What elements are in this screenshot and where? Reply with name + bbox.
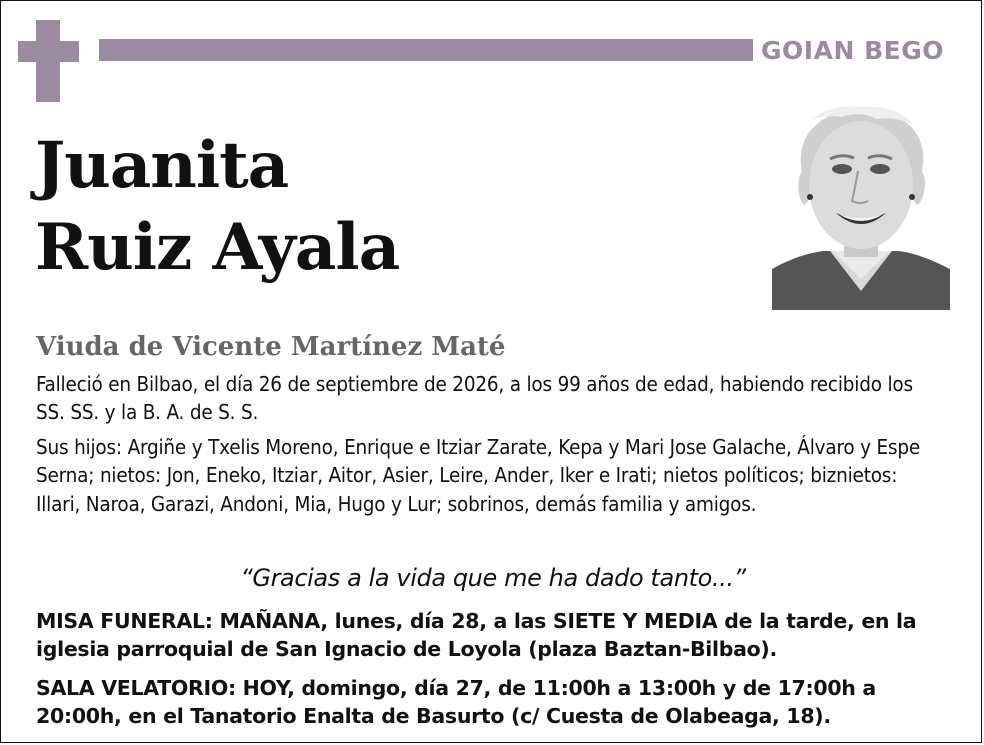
memorial-quote: “Gracias a la vida que me ha dado tanto...” <box>240 564 746 592</box>
death-notice-text: Falleció en Bilbao, el día 26 de septiembre de 2026, a los 99 años de edad, habiendo recibido los SS. SS. y la B. A. de S. S. <box>36 372 913 425</box>
viewing-room-info: SALA VELATORIO: HOY, domingo, día 27, de 11:00h a 13:00h y de 17:00h a 20:00h, en el Tanatorio Enalta de Basurto (c/ Cuesta de Olabeaga, 18). <box>36 676 876 729</box>
deceased-name <box>35 125 399 289</box>
portrait-photo <box>772 101 950 310</box>
name-line-1: Juanita <box>35 128 289 203</box>
header-rule <box>99 39 753 61</box>
header-label: GOIAN BEGO <box>761 36 944 65</box>
funeral-mass-info: MISA FUNERAL: MAÑANA, lunes, día 28, a las SIETE Y MEDIA de la tarde, en la iglesia parroquial de San Ignacio de Loyola (plaza Baztan-Bilbao). <box>36 609 917 662</box>
widow-subtitle: Viuda de Vicente Martínez Maté <box>36 332 506 362</box>
name-line-2: Ruiz Ayala <box>35 210 400 285</box>
family-list-text: Sus hijos: Argiñe y Txelis Moreno, Enrique e Itziar Zarate, Kepa y Mari Jose Galache, Álvaro y Espe Serna; nietos: Jon, Eneko, Itziar, Aitor, Asier, Leire, Ander, Iker e Irati; nietos políticos; biznietos: Illari, Naroa, Garazi, Andoni, Mia, Hugo y Lur; sobrinos, demás familia y amigos. <box>36 435 921 516</box>
cross-icon-bar <box>18 41 79 62</box>
